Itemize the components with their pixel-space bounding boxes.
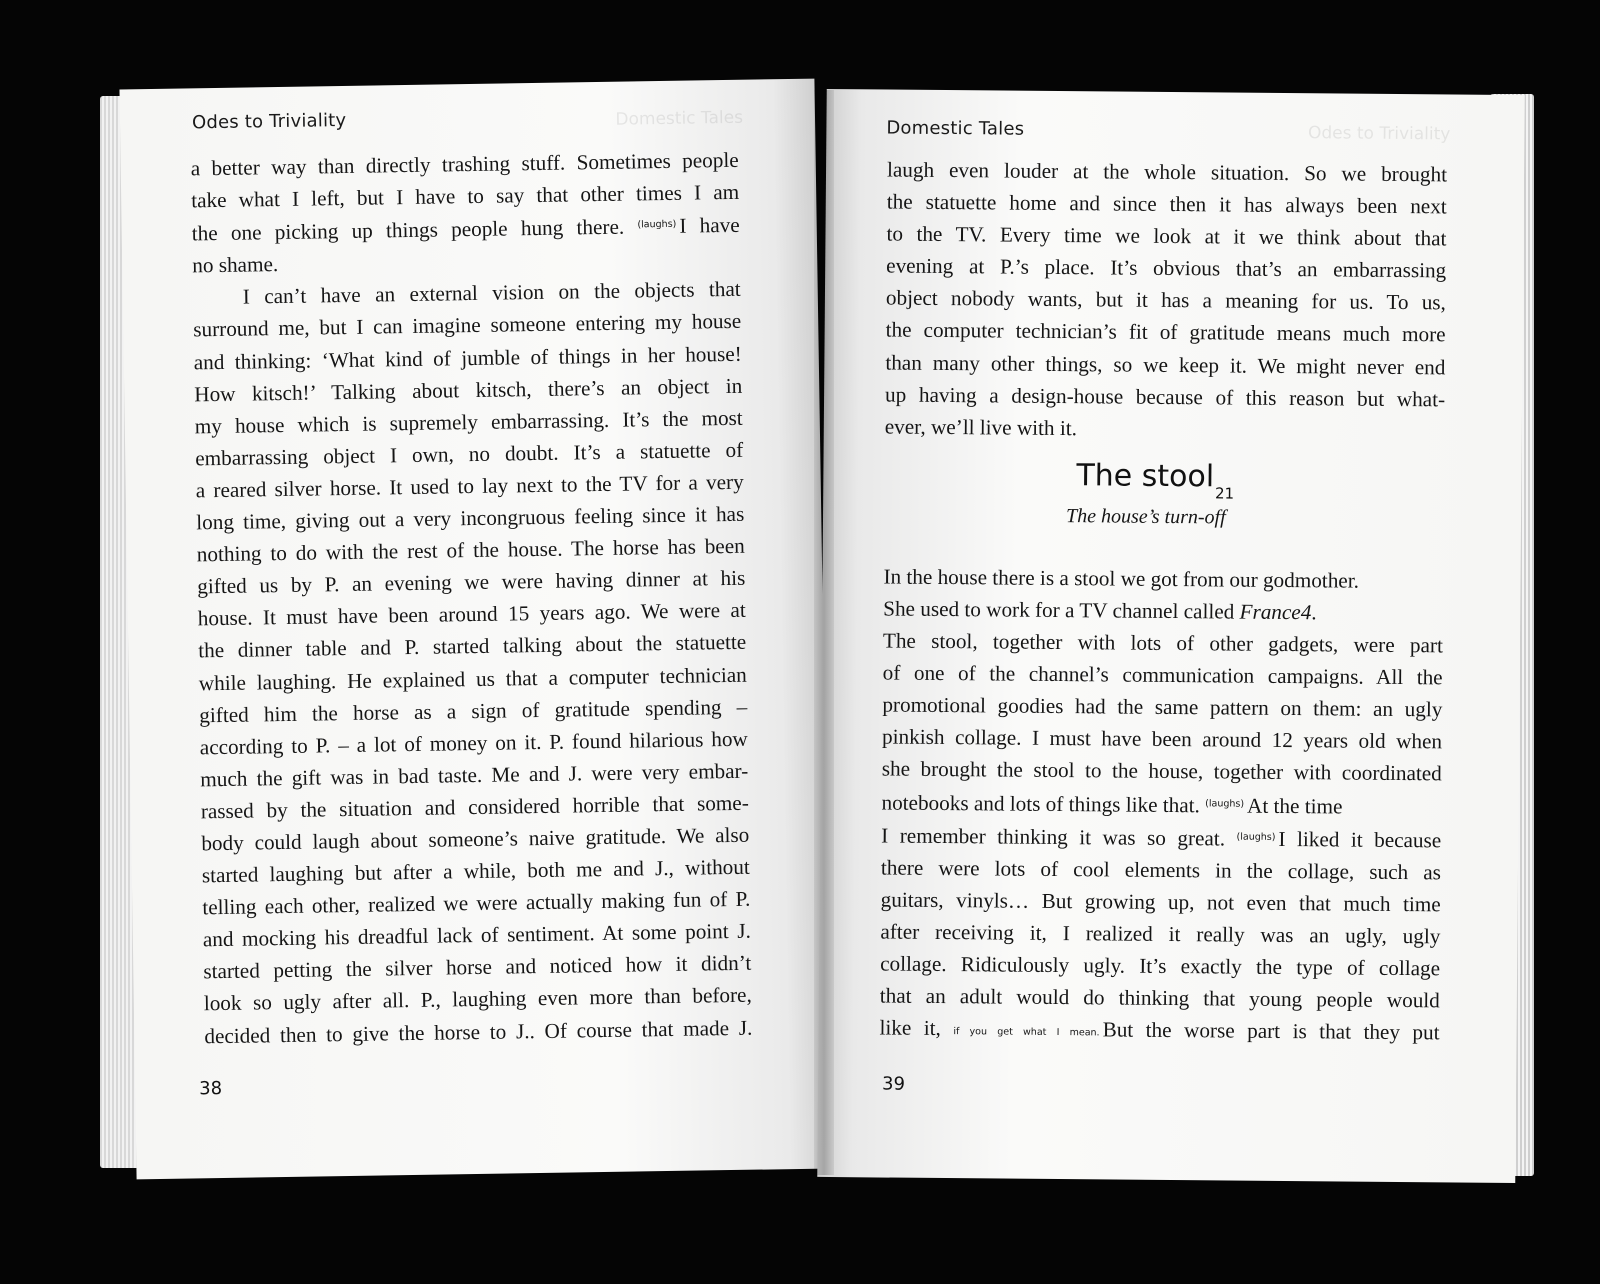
text-line: In the house there is a stool we got from our godmother. — [883, 564, 1360, 593]
text-line: my house which is supremely embarrassing. It’s the most — [194, 405, 743, 439]
text-line: much the gift was in bad taste. Me and J. were very embar- — [200, 758, 749, 792]
text-line: started laughing but after a while, both me and J., without — [201, 854, 750, 888]
text-segment: I remember thinking it was so great. — [881, 823, 1226, 851]
right-page — [817, 89, 1524, 1183]
text-line: and mocking his dreadful lack of sentiment. At some point J. — [202, 918, 751, 952]
footnote-number: 21 — [1214, 484, 1235, 503]
left-body-text — [190, 144, 752, 1052]
text-line: while laughing. He explained us that a computer technician — [198, 662, 747, 695]
text-line: after receiving it, I realized it really was an ugly, ugly — [880, 919, 1441, 949]
show-through-head: Domestic Tales — [615, 107, 744, 130]
text-line: and thinking: ‘What kind of jumble of things in her house! — [193, 341, 742, 374]
text-line: a reared silver horse. It used to lay next to the TV for a very — [195, 469, 744, 503]
page-number: 38 — [199, 1078, 223, 1100]
aside-note: (laughs) — [1205, 797, 1245, 810]
text-line: the statuette home and since then it has always been next — [886, 189, 1447, 219]
text-segment: like it, — [879, 1015, 942, 1041]
text-line: laugh even louder at the whole situation. So we brought — [886, 157, 1448, 187]
text-line — [883, 592, 1443, 629]
text-line: she brought the stool to the house, together with coordinated — [881, 756, 1442, 786]
text-after-heading — [879, 560, 1443, 1052]
text-segment: I have — [679, 212, 740, 238]
aside-note: if you get what I mean. — [953, 1026, 1100, 1039]
aside-note: (laughs) — [637, 218, 677, 231]
text-line: object nobody wants, but it has a meaning for us. To us, — [885, 285, 1447, 315]
section-title-text: The stool — [1076, 458, 1215, 495]
text-line: take what I left, but I have to say that other times I am — [191, 179, 740, 213]
right-body-text — [879, 154, 1447, 1053]
text-line: guitars, vinyls… But growing up, not even that much time — [880, 887, 1441, 917]
text-line: of one of the channel’s communication campaigns. All the — [882, 660, 1443, 690]
text-line: that an adult would do thinking that young people would — [879, 983, 1440, 1013]
text-line: nothing to do with the rest of the house. The horse has been — [196, 533, 745, 567]
section-heading — [884, 442, 1445, 565]
text-line: according to P. – a lot of money on it. P. found hilarious how — [199, 726, 748, 760]
text-line: there were lots of cool elements in the collage, such as — [880, 855, 1442, 885]
section-subtitle: The house’s turn-off — [1065, 504, 1226, 529]
aside-note: (laughs) — [1236, 831, 1276, 843]
text-line: I can’t have an external vision on the objects that — [242, 277, 741, 309]
italic-text: France4 — [1239, 599, 1312, 625]
running-head: Domestic Tales — [886, 117, 1025, 140]
text-segment: notebooks and lots of things like that. — [881, 789, 1201, 817]
text-line: up having a design-house because of this reason but what- — [884, 382, 1446, 412]
text-line — [881, 818, 1441, 856]
page-number: 39 — [881, 1073, 906, 1095]
running-head: Odes to Triviality — [191, 109, 347, 134]
text-line: long time, giving out a very incongruous feeling since it has — [196, 501, 745, 535]
text-segment: She used to work for a TV channel called — [883, 596, 1240, 624]
text-segment: But the worse part is that they put — [1102, 1017, 1440, 1045]
text-line: collage. Ridiculously ugly. It’s exactly the type of collage — [880, 951, 1441, 981]
left-page — [119, 79, 831, 1180]
text-line: telling each other, realized we were actually making fun of P. — [202, 886, 751, 920]
text-line: promotional goodies had the same pattern on them: an ugly — [882, 692, 1443, 722]
text-segment: the one picking up things people hung there. — [191, 214, 625, 246]
text-line: How kitsch!’ Talking about kitsch, there’s an object in — [194, 373, 743, 407]
text-line: started petting the silver horse and noticed how it didn’t — [203, 951, 752, 984]
text-segment: I liked it because — [1278, 826, 1442, 852]
text-line: ever, we’ll live with it. — [884, 414, 1078, 440]
text-line: rassed by the situation and considered horrible that some- — [200, 790, 749, 824]
text-line: than many other things, so we keep it. We might never end — [885, 350, 1446, 379]
text-line — [881, 785, 1441, 823]
text-line: body could laugh about someone’s naive gratitude. We also — [201, 822, 750, 856]
text-line: pinkish collage. I must have been around 12 years old when — [882, 724, 1443, 754]
text-line: no shame. — [192, 252, 279, 278]
text-segment: . — [1311, 600, 1317, 625]
text-line: The stool, together with lots of other gadgets, were part — [882, 628, 1444, 658]
book-gutter — [814, 90, 834, 1175]
text-line: gifted us by P. an evening we were having dinner at his — [197, 565, 746, 599]
text-line: look so ugly after all. P., laughing even more than before, — [203, 983, 752, 1016]
text-line: house. It must have been around 15 years ago. We were at — [197, 598, 746, 631]
text-segment: At the time — [1247, 793, 1343, 819]
text-before-heading — [885, 154, 1447, 448]
text-line: surround me, but I can imagine someone entering my house — [193, 309, 742, 342]
text-line: a better way than directly trashing stuff. Sometimes people — [190, 147, 739, 181]
text-line: the computer technician’s fit of gratitude means much more — [885, 317, 1446, 347]
text-line: to the TV. Every time we look at it we think about that — [886, 221, 1447, 251]
text-line — [879, 1012, 1439, 1053]
text-line: gifted him the horse as a sign of gratitude spending – — [199, 694, 748, 727]
text-line: embarrassing object I own, no doubt. It’s a statuette of — [195, 437, 744, 471]
text-line: decided then to give the horse to J.. Of course that made J. — [204, 1015, 753, 1048]
text-line: the dinner table and P. started talking about the statuette — [198, 630, 747, 663]
show-through-head: Odes to Triviality — [1307, 123, 1451, 145]
text-line: evening at P.’s place. It’s obvious that’s an embarrassing — [886, 253, 1447, 283]
